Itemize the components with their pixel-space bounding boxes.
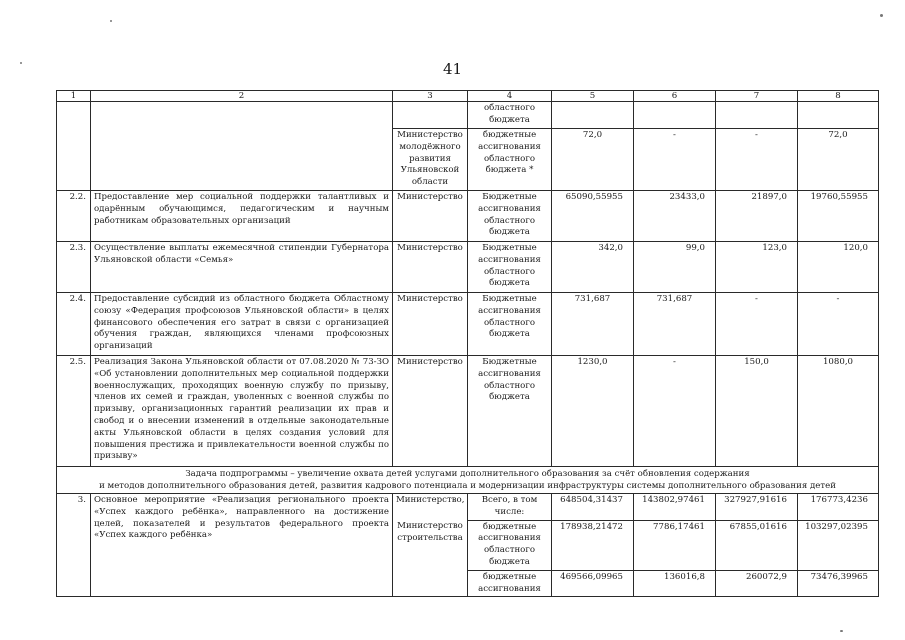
row-name: Основное мероприятие «Реализация регионального проекта «Успех каждого ребёнка», направленного на достижение целей, показателей и результатов федерального проекта «Успех каждого ребёнка» <box>91 493 393 596</box>
row-name: Предоставление субсидий из областного бюджета Областному союзу «Федерация профсоюзов Ульяновской области» в целях финансового обеспечения его затрат в связи с организацией обучения граждан, являющихся членами профсоюзных организаций <box>91 292 393 355</box>
row-funding-source: Бюджетные ассигнования областного бюджета <box>468 355 552 466</box>
cell-value: 120,0 <box>798 241 879 292</box>
cell-value <box>552 102 634 129</box>
row-number: 2.4. <box>57 292 91 355</box>
program-table <box>56 90 879 597</box>
row-funding-source: Всего, в том числе: <box>468 493 552 520</box>
cell-value: 150,0 <box>716 355 798 466</box>
cell-value: 19760,55955 <box>798 190 879 241</box>
row-name: Реализация Закона Ульяновской области от 07.08.2020 № 73-ЗО «Об установлении дополнительных мер социальной поддержки военнослужащих, проходящих военную службу по призыву, членов их семей и граждан, уволенных с военной службы по призыву, организационных гарантий реализации их прав и свобод и о внесении изменений в отдельные законодательные акты Ульяновской области в целях создания условий для повышения престижа и привлекательности военной службы по призыву» <box>91 355 393 466</box>
row-number: 2.3. <box>57 241 91 292</box>
table-row <box>57 292 879 355</box>
cell-value: - <box>716 129 798 191</box>
cell-value: 469566,09965 <box>552 570 634 597</box>
table-row <box>57 102 879 129</box>
cell-value: 648504,31437 <box>552 493 634 520</box>
row-executor: Министерство <box>393 190 468 241</box>
row-funding-source: бюджетные ассигнования <box>468 570 552 597</box>
scan-speck <box>20 62 22 64</box>
cell-value: 731,687 <box>634 292 716 355</box>
cell-value: 21897,0 <box>716 190 798 241</box>
subprogram-task-row <box>57 466 879 493</box>
subprogram-task <box>57 466 879 493</box>
column-header: 3 <box>393 91 468 102</box>
column-header: 8 <box>798 91 879 102</box>
cell-value: 178938,21472 <box>552 520 634 570</box>
cell-value <box>798 102 879 129</box>
cell-value: - <box>716 292 798 355</box>
table-row <box>57 493 879 520</box>
row-executor: Министерство <box>393 241 468 292</box>
row-funding-source: Бюджетные ассигнования областного бюджета <box>468 292 552 355</box>
row-name: Осуществление выплаты ежемесячной стипендии Губернатора Ульяновской области «Семья» <box>91 241 393 292</box>
scan-speck <box>110 20 112 22</box>
row-funding-source: Бюджетные ассигнования областного бюджета <box>468 190 552 241</box>
row-funding-source: бюджетные ассигнования областного бюджета * <box>468 129 552 191</box>
cell-value: 72,0 <box>552 129 634 191</box>
cell-value: 327927,91616 <box>716 493 798 520</box>
column-header: 4 <box>468 91 552 102</box>
column-header: 5 <box>552 91 634 102</box>
row-funding-source: бюджетные ассигнования областного бюджета <box>468 520 552 570</box>
scan-speck <box>880 14 883 17</box>
column-header: 7 <box>716 91 798 102</box>
row-funding-source: областного бюджета <box>468 102 552 129</box>
row-number: 2.2. <box>57 190 91 241</box>
row-executor: Министерство <box>393 355 468 466</box>
cell-value <box>716 102 798 129</box>
cell-value: 73476,39965 <box>798 570 879 597</box>
row-name: Предоставление мер социальной поддержки талантливых и одарённым обучающимся, педагогическим и научным работникам образовательных организаций <box>91 190 393 241</box>
cell-value: 23433,0 <box>634 190 716 241</box>
cell-value: 1230,0 <box>552 355 634 466</box>
table-row <box>57 190 879 241</box>
cell-value: - <box>634 355 716 466</box>
cell-value: 1080,0 <box>798 355 879 466</box>
row-funding-source: Бюджетные ассигнования областного бюджета <box>468 241 552 292</box>
row-executor <box>393 102 468 129</box>
cell-value: 72,0 <box>798 129 879 191</box>
cell-value: 123,0 <box>716 241 798 292</box>
cell-value: 67855,01616 <box>716 520 798 570</box>
task-line: и методов дополнительного образования детей, развития кадрового потенциала и модернизации инфраструктуры системы дополнительного образования детей <box>99 480 836 491</box>
row-executor: Министерство молодёжного развития Ульяновской области <box>393 129 468 191</box>
cell-value: 99,0 <box>634 241 716 292</box>
scan-speck <box>840 630 843 632</box>
row-executor: Министерство <box>393 292 468 355</box>
row-number: 2.5. <box>57 355 91 466</box>
cell-value: 176773,4236 <box>798 493 879 520</box>
cell-value: 7786,17461 <box>634 520 716 570</box>
column-header: 2 <box>91 91 393 102</box>
cell-value: 65090,55955 <box>552 190 634 241</box>
column-header: 6 <box>634 91 716 102</box>
cell-value: 260072,9 <box>716 570 798 597</box>
cell-value: 136016,8 <box>634 570 716 597</box>
page-number: 41 <box>442 60 463 78</box>
table-row <box>57 355 879 466</box>
row-number <box>57 102 91 191</box>
cell-value: 143802,97461 <box>634 493 716 520</box>
cell-value: 342,0 <box>552 241 634 292</box>
row-number: 3. <box>57 493 91 596</box>
row-executor: Министерство строительства <box>393 520 468 597</box>
cell-value: - <box>798 292 879 355</box>
cell-value: - <box>634 129 716 191</box>
column-number-row <box>57 91 879 102</box>
row-name <box>91 102 393 191</box>
row-executor: Министерство, <box>393 493 468 520</box>
cell-value: 103297,02395 <box>798 520 879 570</box>
task-line: Задача подпрограммы – увеличение охвата детей услугами дополнительного образования за счёт обновления содержания <box>185 468 750 479</box>
column-header: 1 <box>57 91 91 102</box>
cell-value: 731,687 <box>552 292 634 355</box>
table-row <box>57 241 879 292</box>
cell-value <box>634 102 716 129</box>
